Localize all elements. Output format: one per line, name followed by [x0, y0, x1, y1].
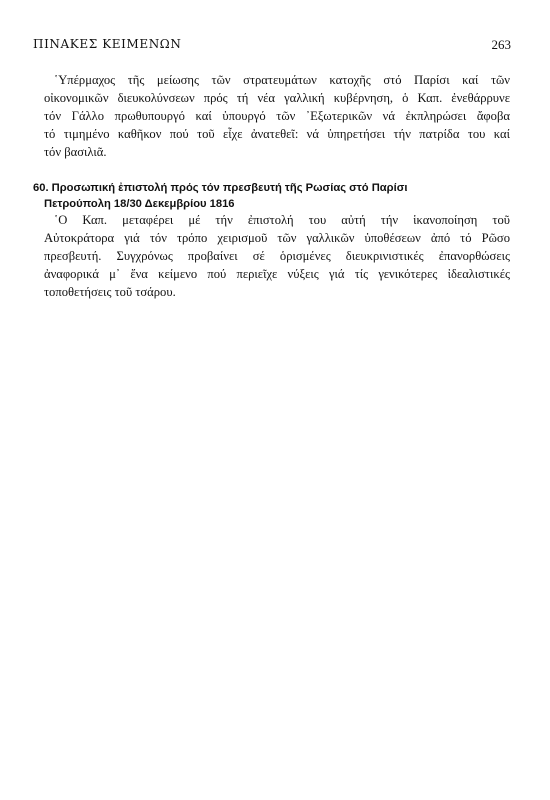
paragraph-line: τόν Γάλλο πρωθυπουργό καί ὑπουργό τῶν ᾿Εξωτερικῶν νά ἐκπληρώσει ἄφοβα [44, 109, 510, 123]
summary-line: Αὐτοκράτορα γιά τόν τρόπο χειρισμοῦ τῶν γαλλικῶν ὑποθέσεων ἀπό τό Ρῶσο [44, 231, 510, 245]
intro-paragraph [44, 72, 510, 159]
summary-line: ἀναφορικά μ᾿ ἕνα κείμενο πού περιεῖχε νύξεις γιά τίς γενικότερες ἰδεαλιστικές [44, 267, 510, 281]
paragraph-line: τό τιμημένο καθῆκον πού τοῦ εἶχε ἀνατεθεῖ: νά ὑπηρετήσει τήν πατρίδα του καί [44, 127, 510, 141]
paragraph-line: οἰκονομικῶν διευκολύνσεων πρός τή νέα γαλλική κυβέρνηση, ὁ Καπ. ἐνεθάρρυνε [44, 91, 510, 105]
entry-summary [44, 212, 510, 299]
running-title: ΠΙΝΑΚΕΣ ΚΕΙΜΕΝΩΝ [33, 37, 182, 51]
summary-line: τοποθετήσεις τοῦ τσάρου. [44, 285, 176, 299]
summary-line: πρεσβευτή. Συγχρόνως προβαίνει σέ ὁρισμένες διευκρινιστικές ἐπανορθώσεις [44, 249, 510, 263]
summary-line: ῾Ο Καπ. μεταφέρει μέ τήν ἐπιστολή του αὐτή τήν ἱκανοποίηση τοῦ [54, 213, 510, 227]
running-header [33, 37, 511, 53]
entry-title: 60. Προσωπική ἐπιστολή πρός τόν πρεσβευτή τῆς Ρωσίας στό Παρίσι [33, 182, 408, 194]
paragraph-line: τόν βασιλιᾶ. [44, 145, 107, 159]
paragraph-line: ῾Υπέρμαχος τῆς μείωσης τῶν στρατευμάτων κατοχῆς στό Παρίσι καί τῶν [54, 73, 510, 87]
entry-place-date: Πετρούπολη 18/30 Δεκεμβρίου 1816 [44, 198, 235, 210]
page-number: 263 [491, 37, 511, 52]
